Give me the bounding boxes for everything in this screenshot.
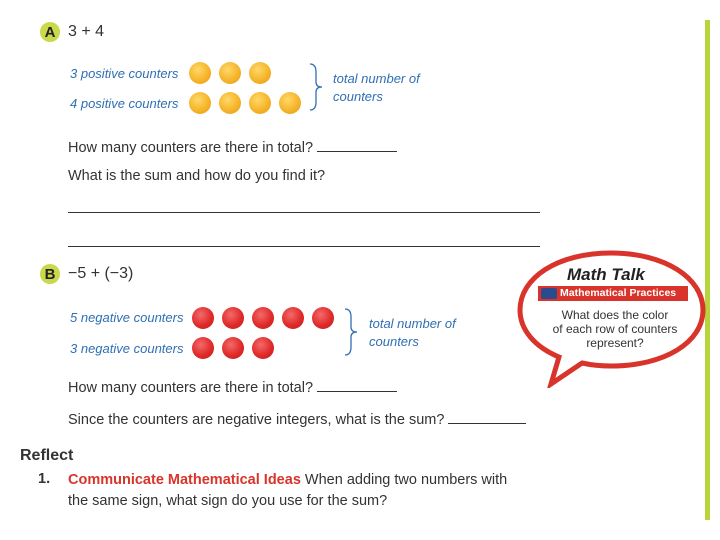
math-talk-icon: [541, 288, 557, 299]
part-b-row1-counters: [192, 307, 352, 331]
math-talk-question-line1: What does the color: [561, 308, 669, 322]
part-b-expression: −5 + (−3): [68, 265, 134, 282]
part-a-total-line2: counters: [333, 89, 383, 104]
reflect-item-number: 1.: [38, 471, 51, 487]
part-a-answer-line2[interactable]: [68, 246, 540, 247]
part-a-question2: What is the sum and how do you find it?: [68, 168, 326, 184]
positive-counter: [249, 62, 271, 84]
negative-counter: [282, 307, 304, 329]
positive-counter: [279, 92, 301, 114]
math-talk-question: [540, 308, 690, 350]
reflect-item-line1: [68, 470, 538, 491]
part-b-total-line1: total number of: [369, 316, 456, 331]
math-talk-title: Math Talk: [567, 265, 645, 284]
part-a-row2-counters: [189, 92, 309, 116]
math-talk-question-line3: represent?: [586, 336, 644, 350]
negative-counter: [222, 337, 244, 359]
math-talk-subtitle: Mathematical Practices: [560, 287, 677, 299]
positive-counter: [249, 92, 271, 114]
reflect-item-text-line2: the same sign, what sign do you use for the sum?: [68, 493, 388, 509]
negative-counter: [192, 337, 214, 359]
math-talk-question-line2: of each row of counters: [552, 322, 678, 336]
negative-counter: [252, 307, 274, 329]
positive-counter: [189, 92, 211, 114]
part-a-row2-label: 4 positive counters: [70, 96, 179, 111]
negative-counter: [312, 307, 334, 329]
reflect-item-text: [68, 470, 538, 512]
part-b-row1-label: 5 negative counters: [70, 310, 184, 325]
part-b-answer2-blank[interactable]: [448, 409, 526, 424]
negative-counter: [192, 307, 214, 329]
negative-counter: [252, 337, 274, 359]
part-a-total-label: [333, 70, 420, 106]
reflect-item-lead: Communicate Mathematical Ideas: [68, 472, 301, 488]
part-b-answer1-blank[interactable]: [317, 377, 397, 392]
part-a-row1-label: 3 positive counters: [70, 66, 179, 81]
part-b-question1: [68, 377, 397, 396]
reflect-item-text-line1: When adding two numbers with: [304, 472, 508, 488]
part-a-answer1-blank[interactable]: [317, 137, 397, 152]
positive-counter: [219, 62, 241, 84]
part-a-total-line1: total number of: [333, 71, 420, 86]
part-a-badge: A: [40, 22, 60, 42]
part-b-total-line2: counters: [369, 334, 419, 349]
part-b-question2-text: Since the counters are negative integers, what is the sum?: [68, 412, 445, 428]
part-b-question2: [68, 409, 526, 428]
part-a-row1-counters: [189, 62, 309, 86]
part-a-expression: 3 + 4: [68, 23, 105, 40]
part-b-badge: B: [40, 264, 60, 284]
part-b-total-label: [369, 315, 456, 351]
part-a-question1-text: How many counters are there in total?: [68, 140, 314, 156]
part-b-question1-text: How many counters are there in total?: [68, 380, 314, 396]
part-a-answer-line1[interactable]: [68, 212, 540, 213]
math-talk-subtitle-bar: [538, 286, 688, 301]
part-b-row2-counters: [192, 337, 352, 361]
positive-counter: [189, 62, 211, 84]
part-a-question1: [68, 137, 397, 156]
part-b-brace: [341, 307, 361, 357]
negative-counter: [222, 307, 244, 329]
part-b-row2-label: 3 negative counters: [70, 341, 184, 356]
positive-counter: [219, 92, 241, 114]
part-a-brace: [306, 62, 326, 112]
reflect-heading: Reflect: [20, 447, 74, 464]
